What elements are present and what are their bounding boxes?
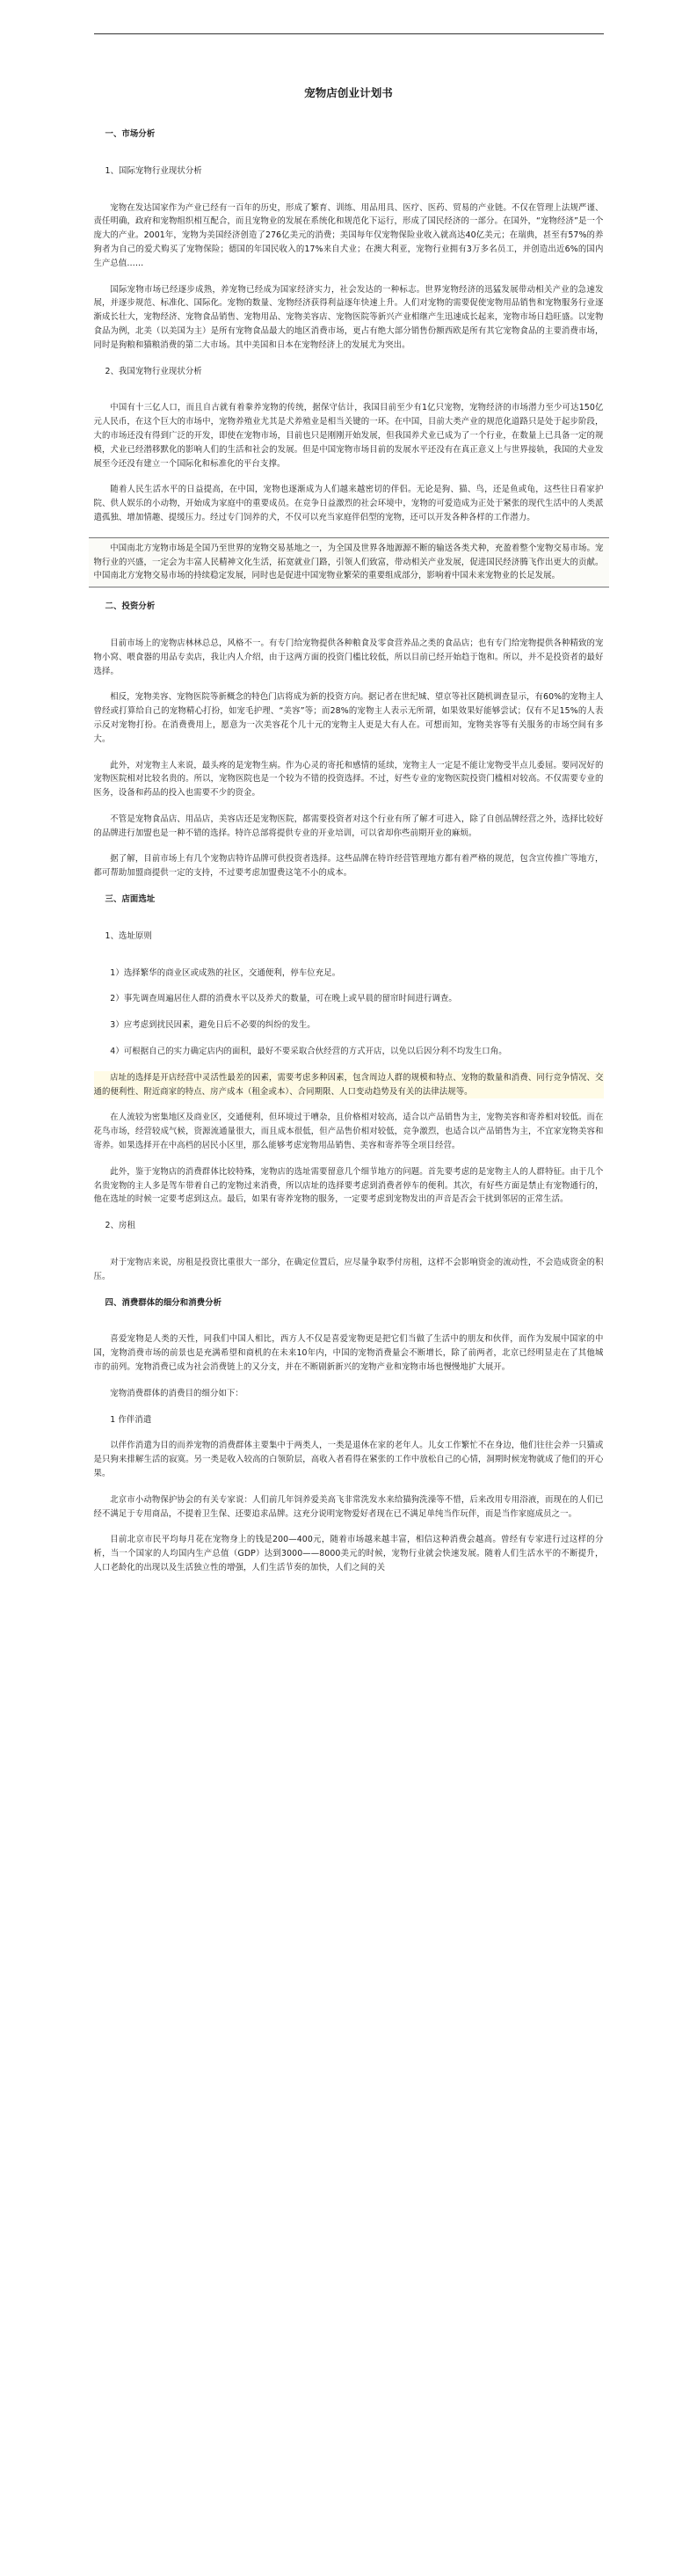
paragraph-block: [94, 1018, 604, 1033]
section-heading: 一、市场分析: [105, 129, 156, 139]
paragraph: 1 作伴消遣: [110, 1414, 152, 1425]
paragraph: 北京市小动物保护协会的有关专家说：人们前几年饲养爱美高飞非常洗发水来给猫狗洗澡等不惜，后来改用专用浴液，而现在的人们已经不满足于专用商品，不提着卫生保、还要追求品牌。这充分说明宠物爱好者现在已不满足单纯当作玩伴，而是当作家庭成员之一。: [93, 1494, 604, 1519]
paragraph: 宠物在发达国家作为产业已经有一百年的历史，形成了繁育、训练、用品用具、医疗、医药、贸易的产业链。不仅在管理上法规严谨、责任明确，政府和宠物组织相互配合，而且宠物业的发展在系统化和规范化下运行，形成了国民经济的一部分。在国外，“宠物经济”是一个庞大的产业。2001年，宠物为美国经济创造了276亿美元的消费；美国每年仅宠物保险业收入就高达40亿美元；在瑞典，甚至有57%的养狗者为自己的爱犬购买了宠物保险；德国的年国民收入的17%来自犬业；在澳大利亚，宠物行业拥有3万多名员工，并创造出近6%的国内生产总值……: [93, 202, 604, 268]
paragraph: 随着人民生活水平的日益提高，在中国，宠物也逐渐成为人们越来越密切的伴侣。无论是狗、猫、鸟，还是鱼或龟，这些往日看家护院、供人娱乐的小动物，开始成为家庭中的重要成员。在竞争日益激烈的社会环境中，宠物的可爱造成为正处于紧张的现代生活中的人类派遣孤独、增加情趣、提缓压力。经过专门饲养的犬，不仅可以充当家庭伴侣型的宠物，还可以开发各种各样的工作潜力。: [93, 485, 604, 522]
paragraph-block: [94, 1493, 604, 1522]
paragraph-block: [94, 1165, 604, 1207]
paragraph: 在人流较为密集地区及商业区，交通便利，但环境过于嘈杂，且价格相对较高，适合以产品销售为主，宠物美容和寄养相对较低。而在花鸟市场，经营较成气候，资源流通量很大，而且成本很低，但产品售价相对较低，竞争激烈，也适合以产品销售为主，不宜家宠物美容和寄养。如果选择开在中高档的居民小区里，那么能够考虑宠物用品销售、美容和寄养等全项目经营。: [93, 1113, 604, 1151]
subsection-heading-block: [94, 164, 604, 179]
paragraph: 中国有十三亿人口，而且自古就有着豢养宠物的传统，据保守估计，我国目前至少有1亿只宠物，宠物经济的市场潜力至少可达150亿元人民币，在这个巨大的市场中，宠物养殖业尤其是犬养殖业是相当关键的一环。在中国，目前大类产业的规范化道路只是处于起步阶段，大的市场还没有得到广泛的开发，即使在宠物市场，目前也只是刚刚开始发展，但我国养犬业已成为了一个行业，在数量上已具备一定的规模，犬业已经潜移默化的影响人们的生活和社会的发展。但是中国宠物市场目前的发展水平还没有在真正意义上与世界接轨，我国的犬业发展至今还没有建立一个国际化和标准化的平台支撑。: [93, 403, 604, 469]
paragraph-block: [94, 201, 604, 271]
paragraph-block: [94, 813, 604, 841]
paragraph-block: [94, 1256, 604, 1284]
subsection-heading-block: [94, 365, 604, 379]
paragraph-block: [94, 690, 604, 746]
paragraph-block: [94, 992, 604, 1006]
section-heading-block: [94, 1296, 604, 1310]
section-heading: 二、投资分析: [105, 602, 156, 612]
header-rule: [94, 33, 604, 34]
paragraph: 宠物消费群体的消费目的细分如下：: [110, 1388, 243, 1398]
paragraph-block: [94, 967, 604, 981]
subsection-heading: 2、我国宠物行业现状分析: [105, 366, 202, 376]
section-heading: 三、店面选址: [105, 894, 156, 905]
subsection-heading-block: [94, 1219, 604, 1233]
section-heading-block: [94, 128, 604, 142]
document-title: 宠物店创业计划书: [304, 86, 393, 99]
section-heading-block: [94, 893, 604, 907]
paragraph: 以伴作消遣为目的而养宠物的消费群体主要集中于两类人，一类是退休在家的老年人。儿女工作繁忙不在身边，他们往往会养一只猫或是只狗来排解生活的寂寞。另一类是收入较高的白领阶层，高收入者看得在紧张的工作中放松自己的心情，洞期时候宠物就成了他们的开心果。: [93, 1441, 604, 1478]
paragraph: 据了解，目前市场上有几个宠物店特许品牌可供投资者选择。这些品牌在特许经营管理地方都有着严格的规范，包含宣传推广等地方，都可帮助加盟商提供一定的支持，不过要考虑加盟费这笔不小的成本。: [93, 854, 604, 879]
paragraph-block: [94, 1387, 604, 1401]
paragraph-block: [94, 283, 604, 353]
paragraph: 相反，宠物美容、宠物医院等新概念的特色门店将成为新的投资方向。据记者在世纪城、望京等社区随机调查显示，有60%的宠物主人曾经或打算给自己的宠物精心打扮，如宠毛护理、“美容”等；而28%的宠物主人表示无所谓，如果效果好能够尝试；仅有不足15%的人表示反对宠物打扮。在消费费用上，愿意为一次美容花个几十元的宠物主人更是大有人在。可想而知，宠物美容等有关服务的市场空间有多大。: [93, 692, 604, 744]
paragraph-block: [94, 1439, 604, 1480]
paragraph-block: [94, 401, 604, 471]
paragraph: 2）事先调查周遍居住人群的消费水平以及养犬的数量，可在晚上或早晨的留帘时间进行调查。: [110, 994, 457, 1004]
paragraph-block: [94, 1071, 604, 1099]
paragraph-block: [94, 1413, 604, 1427]
paragraph: 4）可根据自己的实力确定店内的面积，最好不要采取合伙经营的方式开店，以免以后因分利不均发生口角。: [110, 1047, 507, 1057]
paragraph-block: [94, 852, 604, 880]
paragraph: 目前北京市民平均每月花在宠物身上的钱是200—400元，随着市场越来越丰富，相信这种消费会越高。曾经有专家进行过这样的分析，当一个国家的人均国内生产总值（GDP）达到3000——8000美元的时候，宠物行业就会快速发展。随着人们生活水平的不断提升，人口老龄化的出现以及生活独立性的增强，人们生活节奏的加快，人们之间的关: [93, 1535, 604, 1573]
subsection-heading: 2、房租: [105, 1221, 135, 1231]
paragraph: 国际宠物市场已经逐步成熟，养宠物已经成为国家经济实力，社会发达的一种标志。世界宠物经济的迅猛发展带动相关产业的急速发展，并逐步规范、标准化、国际化。宠物的数量、宠物经济获得利益逐年快速上升。人们对宠物的需要促使宠物用品销售和宠物服务行业逐渐成长壮大，宠物经济、宠物食品销售、宠物用品、宠物美容店、宠物医院等新兴产业相继产生迅速成长起来，宠物市场日趋旺盛。以宠物食品为例，北美（以美国为主）是所有宠物食品最大的地区消费市场，更占有绝大部分销售份额西欧是所有其它宠物食品的主要消费市场，同时是狗粮和猫粮消费的第二大市场。其中美国和日本在宠物经济上的发展尤为突出。: [93, 284, 604, 350]
paragraph: 目前市场上的宠物店林林总总，风格不一。有专门给宠物提供各种粮食及零食营养品之类的食品店；也有专门给宠物提供各种精致的宠物小窝、喂食器的用品专卖店，我让内人介绍，由于这两方面的投资门槛比较低，所以目前已经开始趋于饱和。所以，并不是投资者的最好选择。: [93, 638, 604, 676]
document-body: [94, 128, 604, 1575]
paragraph: 不管是宠物食品店、用品店，美容店还是宠物医院，都需要投资者对这个行业有所了解才可进入，除了自创品牌经营之外，选择比较好的品牌进行加盟也是一种不错的选择。特许总部将提供专业的开业培训，可以省却你些前期开业的麻烦。: [93, 814, 604, 838]
paragraph-block: [94, 637, 604, 678]
paragraph: 此外，对宠物主人来说，最头疼的是宠物生病。作为心灵的寄托和感情的延续，宠物主人一定是不能让宠物受半点儿委屈。要同况好的宠物医院相对比较名贵的。所以，宠物医院也是一个较为不错的投资选择。不过，好些专业的宠物医院投资门槛相对较高。不仅需要专业的医务，设备和药品的投入也需要不少的资金。: [93, 760, 604, 799]
paragraph: 1）选择繁华的商业区或成熟的社区，交通便利，停车位充足。: [110, 967, 341, 978]
subsection-heading-block: [94, 930, 604, 944]
paragraph: 3）应考虑到扰民因素，避免日后不必要的纠纷的发生。: [110, 1020, 316, 1031]
section-heading-block: [94, 600, 604, 614]
subsection-heading: 1、选址原则: [105, 930, 152, 941]
paragraph-block: [94, 1111, 604, 1152]
paragraph: 喜爱宠物是人类的天性，同我们中国人相比，西方人不仅是喜爱宠物更是把它们当做了生活中的朋友和伙伴，而作为发展中国家的中国，宠物消费市场的前景也是充满希望和商机的在未来10年内，中国的宠物消费量会不断增长，除了前两者，北京已经明显走在了其他城市的前列。宠物消费已成为社会消费链上的又分支，并在不断剧新新兴的宠物产业和宠物市场也慢慢地扩大展开。: [93, 1334, 604, 1373]
paragraph: 中国南北方宠物市场是全国乃至世界的宠物交易基地之一，为全国及世界各地源源不断的输送各类犬种，充盈着整个宠物交易市场。宠物行业的兴盛，一定会为丰富人民精神文化生活，拓宽就业门路，引领人们致富，带动相关产业发展，促进国民经济腾飞作出更大的贡献。中国南北方宠物交易市场的持续稳定发展，同时也是促进中国宠物业繁荣的重要组成部分，影响着中国未来宠物业的长足发展。: [93, 543, 604, 581]
section-heading: 四、消费群体的细分和消费分析: [105, 1297, 222, 1308]
paragraph-block: [94, 1332, 604, 1374]
subsection-heading: 1、国际宠物行业现状分析: [105, 165, 202, 176]
paragraph-block: [94, 1533, 604, 1574]
paragraph: 对于宠物店来说，房租是投资比重很大一部分，在确定位置后，应尽量争取季付房租，这样不会影响资金的流动性，不会造成资金的积压。: [93, 1258, 604, 1281]
paragraph-block: [94, 759, 604, 800]
document-page: [94, 0, 604, 1575]
paragraph-block: [94, 483, 604, 524]
paragraph-block: [94, 1045, 604, 1059]
paragraph: 店址的选择是开店经营中灵活性最差的因素，需要考虑多种因素，包含周边人群的规模和特点、宠物的数量和消费、同行竞争情况、交通的便利性、附近商家的特点、房产成本（租金或本）、合同期限、人口变动趋势及有关的法律法规等。: [93, 1072, 604, 1097]
paragraph: 此外，鉴于宠物店的消费群体比较特殊，宠物店的选址需要留意几个细节地方的问题。首先要考虑的是宠物主人的人群特征。由于几个名贵宠物的主人多是驾车带着自己的宠物过来消费，所以店址的选择要考虑到消费者停车的便利。其次，有好些方面是禁止有宠物通行的，他在选址的时候一定要考虑到这点。最后，如果有寄养宠物的服务，一定要考虑到宠物发出的声音是否会干扰到邻居的正常生活。: [93, 1166, 604, 1205]
paragraph-block: [89, 537, 609, 587]
